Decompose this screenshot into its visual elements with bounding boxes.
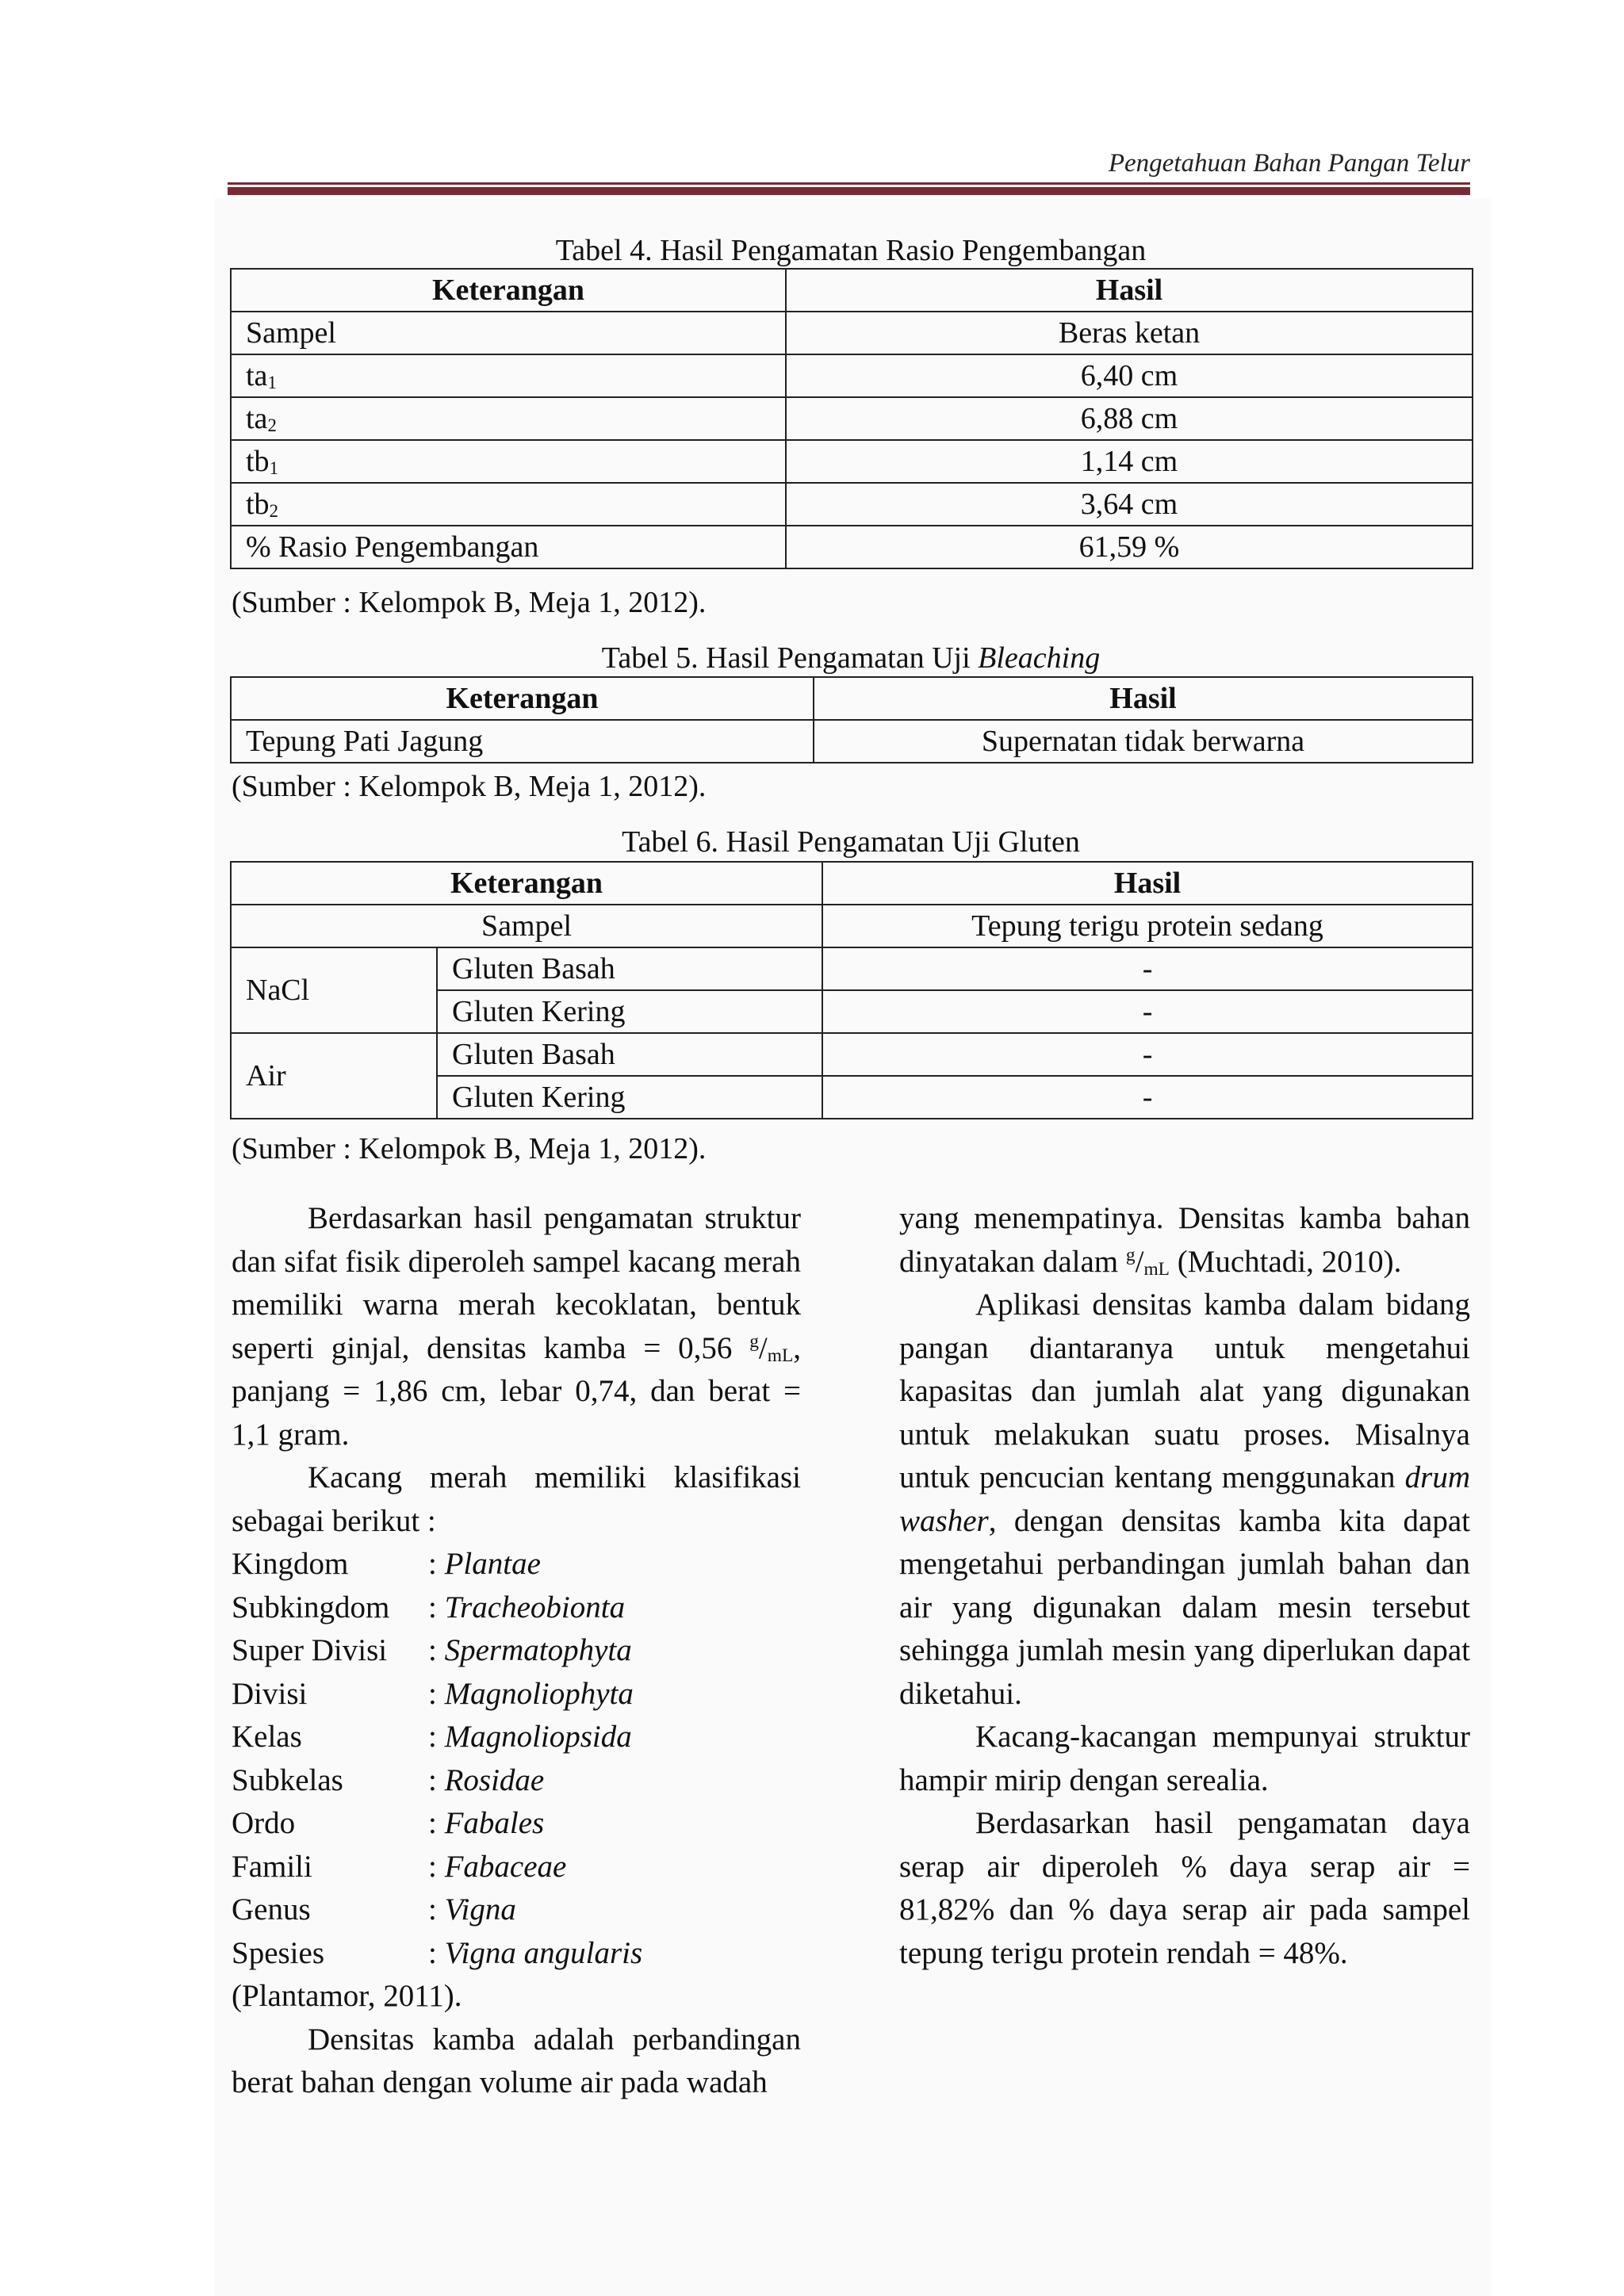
- list-item: Subkingdom : Tracheobionta: [232, 1586, 801, 1630]
- text: Berdasarkan hasil pengamatan struktur dan sifat fisik diperoleh sampel kacang merah memiliki warna merah kecoklatan, bentuk seperti ginjal, densitas kamba = 0,56: [232, 1201, 801, 1365]
- table6-cell-value: -: [822, 990, 1473, 1033]
- rank-value: Vigna angularis: [444, 1935, 643, 1970]
- table4-col-hasil: Hasil: [786, 269, 1473, 312]
- rank-label: Genus: [232, 1892, 311, 1927]
- rank-label: Super Divisi: [232, 1633, 388, 1667]
- table6-group-air: Air: [231, 1033, 437, 1119]
- table4-caption: Tabel 4. Hasil Pengamatan Rasio Pengembangan: [555, 234, 1147, 267]
- list-item: Genus : Vigna: [232, 1888, 801, 1932]
- table6-sample-label: Sampel: [231, 905, 822, 947]
- table5-col-keterangan: Keterangan: [231, 677, 814, 720]
- label-text: ta: [246, 359, 268, 392]
- table4-source: (Sumber : Kelompok B, Meja 1, 2012).: [232, 586, 707, 619]
- paragraph: Berdasarkan hasil pengamatan daya serap air diperoleh % daya serap air = 81,82% dan % daya serap air pada sampel tepung terigu protein rendah = 48%.: [899, 1806, 1470, 1970]
- paragraph: yang menempatinya. Densitas kamba bahan dinyatakan dalam $^g/_{mL}$ (Muchtadi, 2010).: [899, 1201, 1470, 1280]
- text: Aplikasi densitas kamba dalam bidang pangan diantaranya untuk mengetahui kapasitas dan jumlah alat yang digunakan untuk melakukan suatu proses. Misalnya untuk pencucian kentang menggunakan: [899, 1288, 1470, 1494]
- table4-cell-label: [231, 483, 786, 526]
- running-header: Pengetahuan Bahan Pangan Telur: [1108, 149, 1470, 178]
- table6-sample-value: Tepung terigu protein sedang: [822, 905, 1473, 947]
- header-rule-thin: [228, 182, 1470, 185]
- label-text: ta: [246, 402, 268, 435]
- table6-cell-value: -: [822, 1076, 1473, 1119]
- table4-cell-label: % Rasio Pengembangan: [231, 526, 786, 568]
- table6-cell-label: Gluten Kering: [437, 1076, 822, 1119]
- rank-label: Subkelas: [232, 1762, 343, 1797]
- rank-value: Spermatophyta: [444, 1633, 632, 1667]
- table6-cell-label: Gluten Basah: [437, 947, 822, 990]
- rank-label: Spesies: [232, 1935, 324, 1970]
- classification-list: [232, 1543, 801, 1975]
- rank-value: Magnoliophyta: [444, 1676, 634, 1711]
- table5-cell-value: Supernatan tidak berwarna: [814, 720, 1473, 763]
- list-item: Ordo : Fabales: [232, 1802, 801, 1846]
- table5: [230, 676, 1473, 763]
- table6-cell-label: Gluten Basah: [437, 1033, 822, 1076]
- table4-cell-value: Beras ketan: [786, 312, 1473, 354]
- text: (Muchtadi, 2010).: [1177, 1244, 1402, 1279]
- rank-label: Kingdom: [232, 1547, 349, 1581]
- italic-term: drum washer: [899, 1460, 1470, 1538]
- text: , panjang = 1,86 cm, lebar 0,74, dan berat = 1,1 gram.: [232, 1330, 801, 1452]
- citation: (Plantamor, 2011).: [232, 1979, 462, 2013]
- rank-label: Subkingdom: [232, 1590, 390, 1624]
- header-rule-thick: [228, 187, 1470, 195]
- unit-numerator: g: [749, 1330, 759, 1352]
- table5-caption-text: Tabel 5. Hasil Pengamatan Uji: [601, 641, 971, 675]
- table-row: [231, 905, 1473, 947]
- table5-col-hasil: Hasil: [814, 677, 1473, 720]
- table4-cell-label: [231, 354, 786, 397]
- left-column: [232, 1197, 801, 2105]
- rank-label: Divisi: [232, 1676, 308, 1711]
- table6-header-row: [231, 862, 1473, 905]
- paragraph: Kacang-kacangan mempunyai struktur hampir mirip dengan serealia.: [899, 1720, 1470, 1797]
- paragraph: Densitas kamba adalah perbandingan berat bahan dengan volume air pada wadah: [232, 2022, 801, 2099]
- table4-cell-label: [231, 397, 786, 440]
- table6-cell-value: -: [822, 1033, 1473, 1076]
- table6-cell-label: Gluten Kering: [437, 990, 822, 1033]
- table5-caption: [230, 639, 1472, 677]
- label-text: tb: [246, 445, 270, 478]
- table6: [230, 861, 1473, 1119]
- list-item: Subkelas : Rosidae: [232, 1759, 801, 1803]
- rank-value: Magnoliopsida: [444, 1720, 632, 1754]
- text: , dengan densitas kamba kita dapat mengetahui perbandingan jumlah bahan dan air yang digunakan dalam mesin tersebut sehingga jumlah mesin yang diperlukan dapat diketahui.: [899, 1503, 1470, 1711]
- table6-cell-value: -: [822, 947, 1473, 990]
- list-item: Spesies : Vigna angularis: [232, 1932, 801, 1976]
- label-subscript: 2: [267, 415, 277, 435]
- paragraph: Berdasarkan hasil pengamatan struktur dan sifat fisik diperoleh sampel kacang merah memiliki warna merah kecoklatan, bentuk seperti ginjal, densitas kamba = 0,56 $^g/_{mL}$, panjang = 1,86 cm, lebar 0,74, dan berat = 1,1 gram.: [232, 1201, 801, 1452]
- label-subscript: 1: [267, 373, 277, 392]
- list-item: Kingdom : Plantae: [232, 1543, 801, 1586]
- table5-source: (Sumber : Kelompok B, Meja 1, 2012).: [232, 770, 707, 803]
- list-item: Famili : Fabaceae: [232, 1846, 801, 1889]
- table-row: [231, 354, 1473, 397]
- rank-label: Kelas: [232, 1720, 302, 1754]
- label-text: tb: [246, 488, 270, 521]
- table6-source: (Sumber : Kelompok B, Meja 1, 2012).: [232, 1132, 707, 1165]
- table-row: [231, 1033, 1473, 1076]
- rank-label: Famili: [232, 1849, 312, 1884]
- text: yang menempatinya. Densitas kamba bahan dinyatakan dalam: [899, 1201, 1470, 1279]
- list-item: Divisi : Magnoliophyta: [232, 1673, 801, 1716]
- table4-cell-value: 6,40 cm: [786, 354, 1473, 397]
- table4-header-row: [231, 269, 1473, 312]
- table5-caption-italic: Bleaching: [978, 641, 1101, 675]
- rank-value: Fabales: [444, 1806, 545, 1840]
- unit-denominator: mL: [1143, 1258, 1170, 1280]
- table4-cell-value: 3,64 cm: [786, 483, 1473, 526]
- table4-cell-value: 1,14 cm: [786, 440, 1473, 483]
- paragraph: Kacang merah memiliki klasifikasi sebagai berikut :: [232, 1460, 801, 1538]
- table4-cell-label: [231, 440, 786, 483]
- table6-col-keterangan: Keterangan: [231, 862, 822, 905]
- rank-value: Tracheobionta: [444, 1590, 626, 1624]
- table5-header-row: [231, 677, 1473, 720]
- list-item: Kelas : Magnoliopsida: [232, 1716, 801, 1759]
- table-row: [231, 526, 1473, 568]
- table6-col-hasil: Hasil: [822, 862, 1473, 905]
- rank-value: Plantae: [444, 1547, 541, 1581]
- rank-value: Fabaceae: [444, 1849, 567, 1884]
- table-row: [231, 397, 1473, 440]
- table-row: [231, 483, 1473, 526]
- table4-col-keterangan: Keterangan: [231, 269, 786, 312]
- unit-denominator: mL: [767, 1345, 794, 1366]
- table4-cell-label: Sampel: [231, 312, 786, 354]
- table4-cell-value: 6,88 cm: [786, 397, 1473, 440]
- table-row: [231, 440, 1473, 483]
- rank-value: Rosidae: [444, 1762, 545, 1797]
- table-row: [231, 947, 1473, 990]
- table4: [230, 268, 1473, 569]
- right-column: [899, 1197, 1470, 1975]
- table5-cell-label: Tepung Pati Jagung: [231, 720, 814, 763]
- rank-value: Vigna: [444, 1892, 516, 1927]
- table6-caption: Tabel 6. Hasil Pengamatan Uji Gluten: [622, 825, 1080, 859]
- table6-group-nacl: NaCl: [231, 947, 437, 1033]
- label-subscript: 2: [269, 501, 278, 521]
- rank-label: Ordo: [232, 1806, 296, 1840]
- paragraph: [899, 1284, 1470, 1716]
- table4-cell-value: 61,59 %: [786, 526, 1473, 568]
- label-subscript: 1: [269, 458, 278, 478]
- table-row: [231, 312, 1473, 354]
- unit-numerator: g: [1125, 1244, 1136, 1265]
- list-item: Super Divisi : Spermatophyta: [232, 1629, 801, 1673]
- table-row: [231, 720, 1473, 763]
